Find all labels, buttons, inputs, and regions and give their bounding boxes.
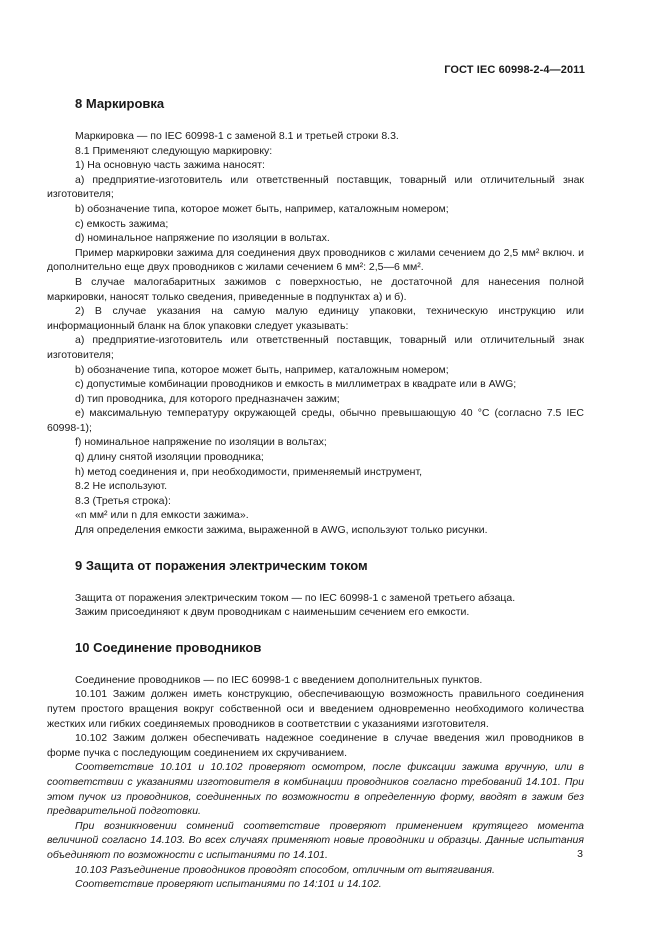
list-item: d) тип проводника, для которого предназначен зажим; — [75, 392, 340, 405]
list-item: f) номинальное напряжение по изоляции в вольтах; — [75, 436, 327, 449]
standard-header: ГОСТ IEC 60998-2-4—2011 — [444, 64, 585, 76]
paragraph: 2) В случае указания на самую малую единицу упаковки, техническую инструкцию или информационный бланк на блок упаковки следует указывать: — [47, 305, 584, 332]
list-item: b) обозначение типа, которое может быть, например, каталожным номером; — [75, 202, 449, 215]
section-title-conductor-connection: 10 Соединение проводников — [75, 639, 262, 655]
compliance-paragraph: При возникновении сомнений соответствие проверяют применением крутящего момента величиной согласно 14.103. Во всех случаях применяют новые проводники и образцы. Данные испытания объединяют по возможности с испытаниями по 14.101. — [47, 819, 584, 861]
paragraph: 1) На основную часть зажима наносят: — [75, 159, 265, 172]
example-paragraph: Пример маркировки зажима для соединения двух проводников с жилами сечением до 2,5 мм² включ. и дополнительно еще двух проводников с жилами сечением 6 мм²: 2,5—6 мм². — [47, 246, 584, 274]
paragraph: 10.101 Зажим должен иметь конструкцию, обеспечивающую возможность правильного соединения путем простого вращения вокруг собственной оси и введением одновременно необходимого количества жестких или гибких соединяемых проводников в соответствии с указаниями изготовителя. — [47, 688, 584, 730]
paragraph: 8.1 Применяют следующую маркировку: — [75, 144, 273, 157]
list-item: c) допустимые комбинации проводников и емкость в миллиметрах в квадрате или в AWG; — [75, 378, 517, 391]
compliance-paragraph: 10.103 Разъединение проводников проводят способом, отличным от вытягивания. — [75, 863, 495, 876]
section-title-marking: 8 Маркировка — [75, 96, 165, 111]
list-item: h) метод соединения и, при необходимости, применяемый инструмент, — [75, 465, 423, 478]
list-item: a) предприятие-изготовитель или ответственный поставщик, товарный или отличительный знак изготовителя; — [47, 173, 584, 201]
paragraph: Защита от поражения электрическим током — по IEC 60998-1 с заменой третьего абзаца. — [75, 591, 516, 604]
list-item: q) длину снятой изоляции проводника; — [75, 451, 264, 464]
paragraph: 8.3 (Третья строка): — [75, 494, 171, 507]
paragraph: Маркировка — по IEC 60998-1 с заменой 8.1 и третьей строки 8.3. — [75, 130, 399, 142]
list-item: a) предприятие-изготовитель или ответственный поставщик, товарный или отличительный знак изготовителя; — [47, 334, 584, 361]
page-body — [47, 96, 584, 892]
paragraph: 8.2 Не используют. — [75, 480, 168, 493]
page-number: 3 — [577, 848, 583, 860]
compliance-paragraph: Соответствие проверяют испытаниями по 14:101 и 14.102. — [75, 878, 382, 891]
list-item: d) номинальное напряжение по изоляции в вольтах. — [75, 232, 330, 245]
paragraph: 10.102 Зажим должен обеспечивать надежное соединение в случае введения жил проводников в форме пучка с последующим соединением их скручиванием. — [47, 732, 584, 759]
section-title-shock-protection: 9 Защита от поражения электрическим током — [75, 557, 368, 573]
list-item: b) обозначение типа, которое может быть, например, каталожным номером; — [75, 363, 449, 376]
paragraph: «n мм² или n для емкости зажима». — [75, 509, 249, 522]
list-item: c) емкость зажима; — [75, 217, 169, 230]
paragraph: Для определения емкости зажима, выраженной в AWG, используют только рисунки. — [75, 524, 488, 537]
list-item: e) максимальную температуру окружающей среды, обычно превышающую 40 °С (согласно 7.5 IEC 60998-1); — [47, 407, 584, 434]
compliance-paragraph: Соответствие 10.101 и 10.102 проверяют осмотром, после фиксации зажима вручную, или в соответствии с указаниями изготовителя в комбинации проводников согласно требований 14.101. При этом пучок из проводников, соединенных по возможности в определенную форму, вводят в зажим без предварительной подготовки. — [47, 761, 584, 818]
paragraph: Зажим присоединяют к двум проводникам с наименьшим сечением его емкости. — [75, 606, 470, 619]
paragraph: В случае малогабаритных зажимов с поверхностью, не достаточной для нанесения полной маркировки, наносят только сведения, приведенные в подпунктах а) и б). — [47, 275, 584, 303]
paragraph: Соединение проводников — по IEC 60998-1 с введением дополнительных пунктов. — [75, 673, 483, 686]
